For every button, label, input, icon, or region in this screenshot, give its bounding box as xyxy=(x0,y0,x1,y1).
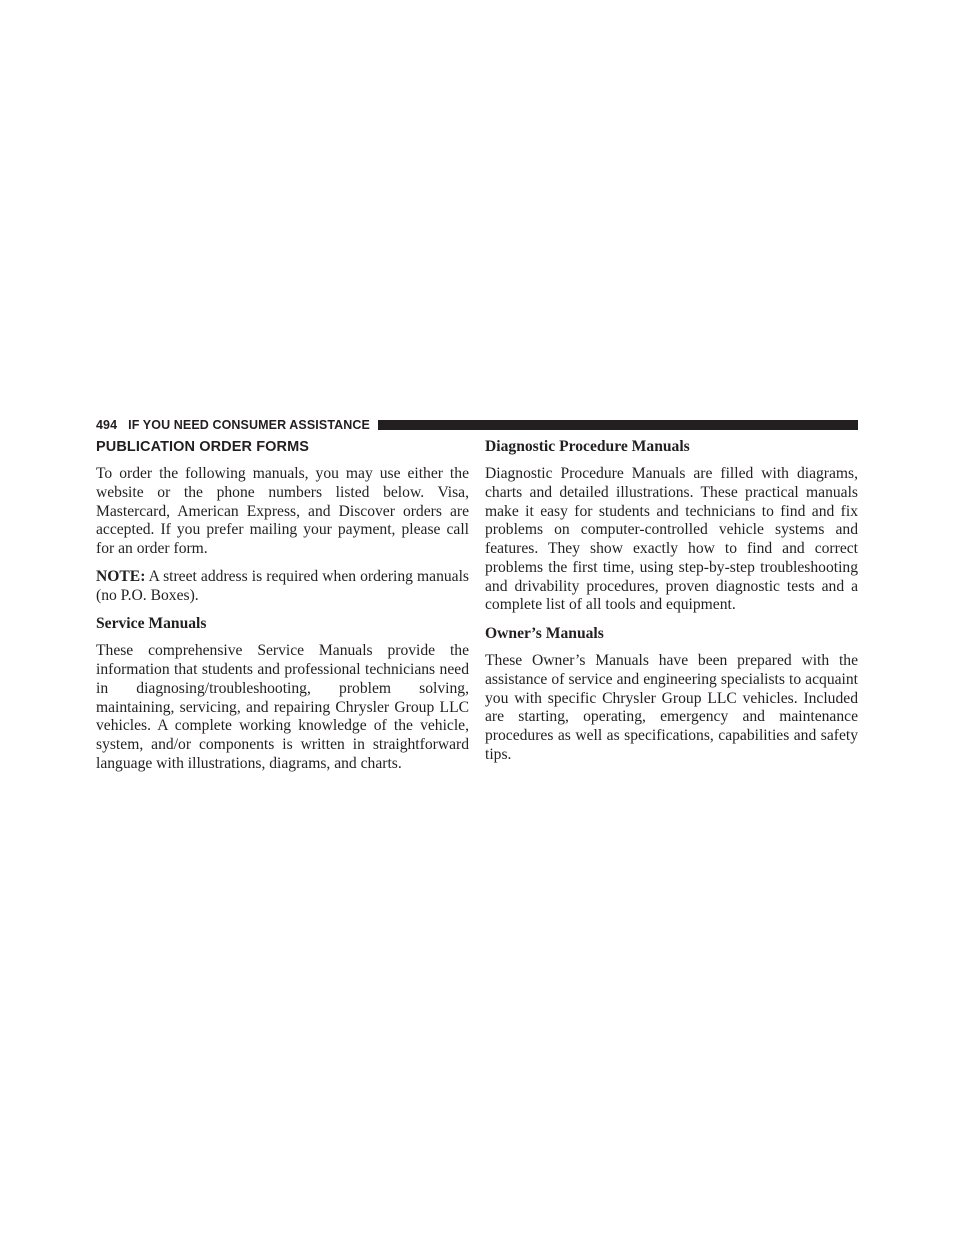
diagnostic-manuals-heading: Diagnostic Procedure Manuals xyxy=(485,438,690,455)
left-column xyxy=(96,437,469,783)
note-paragraph xyxy=(96,568,469,606)
header-rule xyxy=(378,420,858,430)
section-title: IF YOU NEED CONSUMER ASSISTANCE xyxy=(128,418,370,432)
publication-order-forms-heading: PUBLICATION ORDER FORMS xyxy=(96,439,310,455)
owners-manuals-heading: Owner’s Manuals xyxy=(485,625,604,642)
page-number: 494 xyxy=(96,418,118,432)
note-text: A street address is required when ordering manuals (no P.O. Boxes). xyxy=(96,567,469,604)
service-manuals-heading: Service Manuals xyxy=(96,615,207,633)
right-column xyxy=(485,437,858,774)
owners-manuals-paragraph: These Owner’s Manuals have been prepared with the assistance of service and engineering specialists to acquaint you with specific Chrysler Group LLC vehicles. Included are starting, operating, emergency and maintenance procedures as well as specifications, capabilities and safety tips. xyxy=(485,652,858,763)
service-manuals-paragraph: These comprehensive Service Manuals provide the information that students and professional technicians need in diagnosing/troubleshooting, problem solving, maintaining, servicing, and repairing Chrysler Group LLC vehicles. A complete working knowledge of the vehicle, system, and/or components is written in straightforward language with illustrations, diagrams, and charts. xyxy=(96,642,469,772)
page-header xyxy=(96,417,858,433)
intro-paragraph: To order the following manuals, you may use either the website or the phone numbers listed below. Visa, Mastercard, American Express, and Discover orders are accepted. If you prefer mailing your payment, please call for an order form. xyxy=(96,465,469,557)
diagnostic-manuals-paragraph: Diagnostic Procedure Manuals are filled with diagrams, charts and detailed illustrations. These practical manuals make it easy for students and technicians to find and fix problems on computer-controlled vehicle systems and features. They show exactly how to find and correct problems the first time, using step-by-step troubleshooting and drivability procedures, proven diagnostic tests and a complete list of all tools and equipment. xyxy=(485,465,858,614)
note-label: NOTE: xyxy=(96,567,146,585)
